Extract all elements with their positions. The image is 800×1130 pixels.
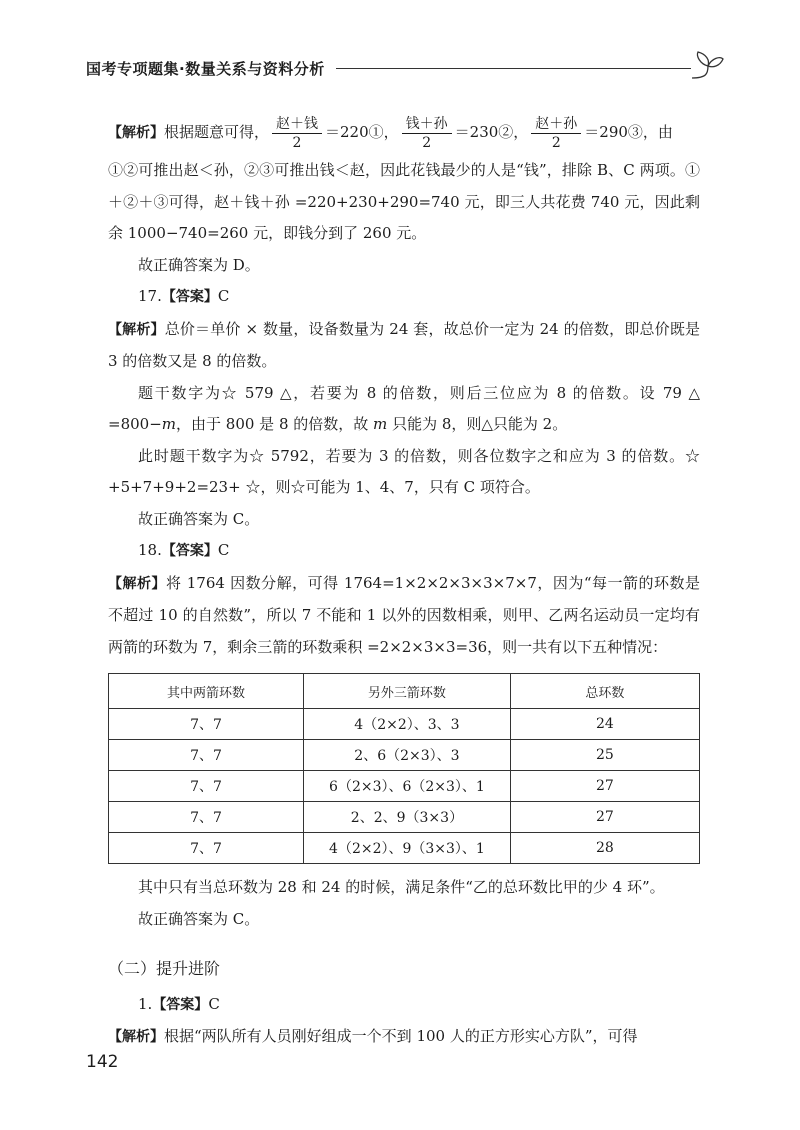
analysis-label: 【解析】 (108, 125, 164, 141)
table-cell: 28 (510, 833, 699, 864)
table-cell: 2、6（2×3）、3 (304, 740, 511, 771)
q16-conclusion: 故正确答案为 D。 (138, 255, 260, 274)
answer-value: C (217, 541, 230, 559)
table-row (109, 709, 700, 740)
table-header: 其中两箭环数 (109, 674, 304, 709)
table-row (109, 802, 700, 833)
fraction-2: $\frac{\text{钱＋孙}}{2}$ (402, 115, 452, 152)
table-row (109, 771, 700, 802)
table-row (109, 740, 700, 771)
q17-conclusion: 故正确答案为 C。 (138, 509, 260, 528)
q18-after-table: 其中只有当总环数为 28 和 24 的时候，满足条件“乙的总环数比甲的少 4 环”。 (138, 878, 665, 896)
s2-q1-analysis: 【解析】根据“两队所有人员刚好组成一个不到 100 人的正方形实心方队”，可得 (108, 1027, 638, 1045)
header-title: 国考专项题集·数量关系与资料分析 (86, 60, 325, 78)
table-cell: 27 (510, 802, 699, 833)
q17-paragraph-3: 此时题干数字为☆ 5792，若要为 3 的倍数，则各位数字之和应为 3 的倍数。☆ +5+7+9+2=23+ ☆，则☆可能为 1、4、7，只有 C 项符合。 (108, 446, 700, 496)
q16-analysis-cont: ①②可推出赵＜孙，②③可推出钱＜赵，因此花钱最少的人是“钱”，排除 B、C 两项。①＋②＋③可得，赵＋钱＋孙 =220+230+290=740 元，即三人共花费 740 元，因此剩余 1000−740=260 元，即钱分到了 260 元。 (108, 161, 700, 242)
analysis-label: 【解析】 (108, 1029, 164, 1045)
q17-paragraph-2: 题干数字为☆ 579 △，若要为 8 的倍数，则后三位应为 8 的倍数。设 79 △ =800−m，由于 800 是 8 的倍数，故 m 只能为 8，则△只能为 2。 (108, 383, 700, 433)
rings-table (108, 673, 700, 864)
fraction-3: $\frac{\text{赵＋孙}}{2}$ (531, 115, 581, 152)
table-cell: 7、7 (109, 833, 304, 864)
answer-label: 【答案】 (152, 996, 209, 1013)
sprout-icon (686, 48, 726, 88)
table-cell: 24 (510, 709, 699, 740)
answer-value: C (208, 994, 220, 1013)
table-cell: 7、7 (109, 802, 304, 833)
analysis-label: 【解析】 (108, 321, 165, 338)
q18-analysis: 【解析】将 1764 因数分解，可得 1764=1×2×2×3×3×7×7，因为“每一箭的环数是不超过 10 的自然数”，所以 7 不能和 1 以外的因数相乘，则甲、乙两名运动员一定均有两箭的环数为 7，剩余三箭的环数乘积 =2×2×3×3=36，则一共有以下五种情况： (108, 573, 700, 656)
answer-label: 【答案】 (161, 543, 218, 559)
table-cell: 4（2×2）、3、3 (304, 709, 511, 740)
section-title: （二）提升进阶 (108, 959, 221, 978)
page-number: 142 (86, 1052, 119, 1072)
table-cell: 25 (510, 740, 699, 771)
q17-answer: 17.【答案】C (138, 287, 230, 305)
q17-analysis: 【解析】总价＝单价 × 数量，设备数量为 24 套，故总价一定为 24 的倍数，即总价既是 3 的倍数又是 8 的倍数。 (108, 319, 701, 370)
q18-conclusion: 故正确答案为 C。 (138, 909, 260, 928)
table-cell: 6（2×3）、6（2×3）、1 (304, 771, 511, 802)
table-cell: 7、7 (109, 740, 304, 771)
table-cell: 7、7 (109, 709, 304, 740)
table-header: 总环数 (510, 674, 699, 709)
table-cell: 7、7 (109, 771, 304, 802)
s2-q1-answer: 1.【答案】C (138, 994, 220, 1013)
running-header (86, 52, 726, 88)
q16-analysis: 【解析】根据题意可得， $\frac{\text{赵＋钱}}{2}$ ＝220①， $\frac{\text{钱＋孙}}{2}$ ＝230②， $\frac{\text{赵＋孙}}{2}$ ＝290③，由 (108, 115, 673, 151)
table-row (109, 833, 700, 864)
table-header-row (109, 674, 700, 709)
table-header: 另外三箭环数 (304, 674, 511, 709)
answer-label: 【答案】 (161, 289, 218, 305)
answer-value: C (217, 287, 230, 305)
q16-intro: 根据题意可得， (164, 123, 270, 141)
table-cell: 2、2、9（3×3） (304, 802, 511, 833)
table-cell: 4（2×2）、9（3×3）、1 (304, 833, 511, 864)
table-cell: 27 (510, 771, 699, 802)
fraction-1: $\frac{\text{赵＋钱}}{2}$ (272, 115, 322, 152)
analysis-label: 【解析】 (108, 575, 166, 592)
page-content (108, 110, 700, 1054)
header-rule (336, 68, 691, 69)
q18-answer: 18.【答案】C (138, 541, 230, 559)
